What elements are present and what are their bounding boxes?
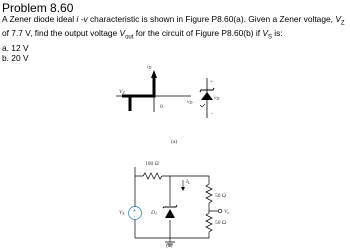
diode-minus-label: - — [211, 111, 213, 117]
wire-left-top — [135, 167, 143, 176]
wire-vo — [209, 205, 218, 211]
diode-vd-label: vD — [214, 95, 220, 101]
il-label: IL — [186, 179, 191, 185]
r50-top-label: 50 Ω — [215, 193, 226, 199]
statement-part: is: — [271, 28, 283, 39]
diode-plus-label: + — [210, 79, 214, 85]
resistor-50-top — [206, 182, 212, 205]
vs-label: VS — [119, 210, 125, 216]
resistor-50-bottom — [206, 211, 212, 232]
source-plus: + — [133, 208, 137, 214]
il-arrow-head — [181, 187, 185, 191]
statement-part: for the circuit of Figure P8.60(b) if — [133, 28, 263, 39]
vz-marker-label: VZ — [119, 89, 125, 95]
vz-symbol: V — [335, 14, 341, 24]
origin-label: 0 — [160, 104, 163, 110]
d1-label: D1 — [151, 210, 157, 216]
iv-curve — [122, 76, 154, 111]
zener-d1 — [165, 209, 175, 218]
figure-b-circuit — [129, 167, 222, 246]
statement-part: characteristic is shown in Figure P8.60(a). Given a Zener voltage, — [87, 14, 336, 24]
vout-symbol: V — [119, 28, 126, 39]
figure-a-iv-characteristic — [116, 70, 214, 118]
option-a: a. 12 V — [2, 43, 29, 53]
statement-part: of 7.7 V, find the output voltage — [2, 28, 120, 39]
vz-subscript: Z — [340, 20, 345, 27]
ip-axis-label: iD — [147, 64, 152, 70]
vo-label: Vo — [224, 209, 230, 215]
figure-a-caption: (a) — [171, 139, 178, 145]
vs-subscript: S — [267, 34, 272, 41]
r100-label: 100 Ω — [145, 161, 159, 167]
source-minus: - — [133, 214, 136, 220]
option-b: b. 20 V — [2, 53, 29, 63]
resistor-100 — [143, 173, 162, 179]
vd-axis-label: vD — [187, 99, 193, 105]
r50-bottom-label: 50 Ω — [215, 220, 226, 226]
statement-part: A Zener diode ideal — [2, 14, 77, 24]
statement-iv: i -v — [76, 14, 88, 24]
problem-title: Problem 8.60 — [2, 1, 74, 15]
wire-bottom — [135, 232, 209, 238]
vo-terminal — [218, 209, 222, 213]
vout-subscript: out — [125, 34, 134, 41]
vs-symbol: V — [262, 28, 268, 39]
figure-b-caption: (b) — [166, 243, 173, 249]
